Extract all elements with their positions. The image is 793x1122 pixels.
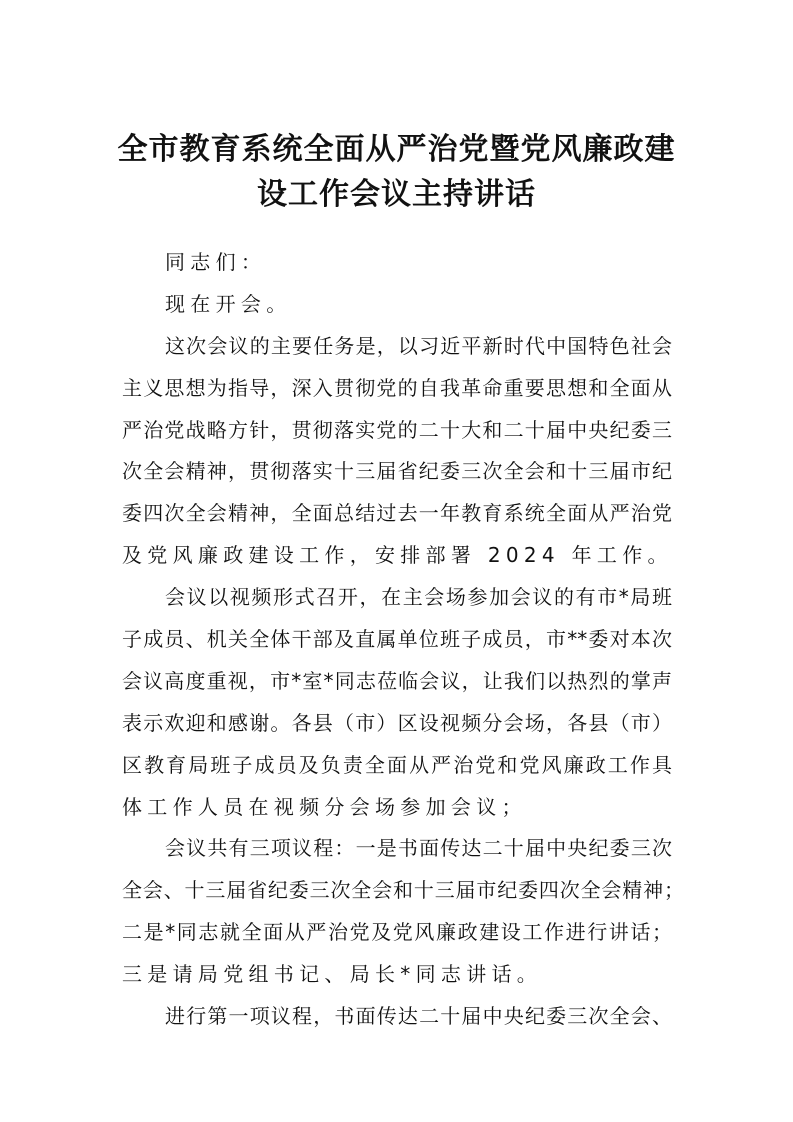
paragraph-line: 这次会议的主要任务是，以习近平新时代中国特色社会: [165, 333, 672, 358]
document-body: [122, 242, 684, 1038]
paragraph-line: 全会、十三届省纪委三次全会和十三届市纪委四次全会精神；: [122, 878, 684, 903]
paragraph-line: 三是请局党组书记、局长*同志讲话。: [122, 962, 543, 987]
paragraph-line: 二是*同志就全面从严治党及党风廉政建设工作进行讲话；: [122, 920, 672, 945]
document-title-line-1: 全市教育系统全面从严治党暨党风廉政建: [117, 132, 676, 167]
document-title-line-2: 设工作会议主持讲话: [257, 177, 536, 212]
paragraph-line: 严治党战略方针，贯彻落实党的二十大和二十届中央纪委三: [122, 417, 672, 442]
paragraph-line: 体工作人员在视频分会场参加会议；: [122, 794, 527, 819]
paragraph-line: 会议高度重视，市*室*同志莅临会议，让我们以热烈的掌声: [122, 668, 672, 693]
paragraph-line: 次全会精神，贯彻落实十三届省纪委三次全会和十三届市纪: [122, 459, 672, 484]
paragraph-line: 会议以视频形式召开，在主会场参加会议的有市*局班: [165, 585, 672, 610]
paragraph-line: 主义思想为指导，深入贯彻党的自我革命重要思想和全面从: [122, 375, 672, 400]
paragraph-line: 进行第一项议程，书面传达二十届中央纪委三次全会、: [165, 1004, 672, 1029]
salutation: 同志们：: [165, 250, 267, 274]
paragraph-line: 委四次全会精神，全面总结过去一年教育系统全面从严治党: [122, 501, 672, 526]
paragraph-line: 表示欢迎和感谢。各县（市）区设视频分会场，各县（市）: [122, 710, 672, 735]
paragraph-line: 会议共有三项议程：一是书面传达二十届中央纪委三次: [165, 836, 672, 861]
paragraph-line: 及党风廉政建设工作，安排部署 2024 年工作。: [122, 543, 673, 568]
paragraph-line: 区教育局班子成员及负责全面从严治党和党风廉政工作具: [122, 752, 672, 777]
paragraph-line: 现在开会。: [165, 291, 292, 316]
paragraph-line: 子成员、机关全体干部及直属单位班子成员，市**委对本次: [122, 627, 672, 652]
